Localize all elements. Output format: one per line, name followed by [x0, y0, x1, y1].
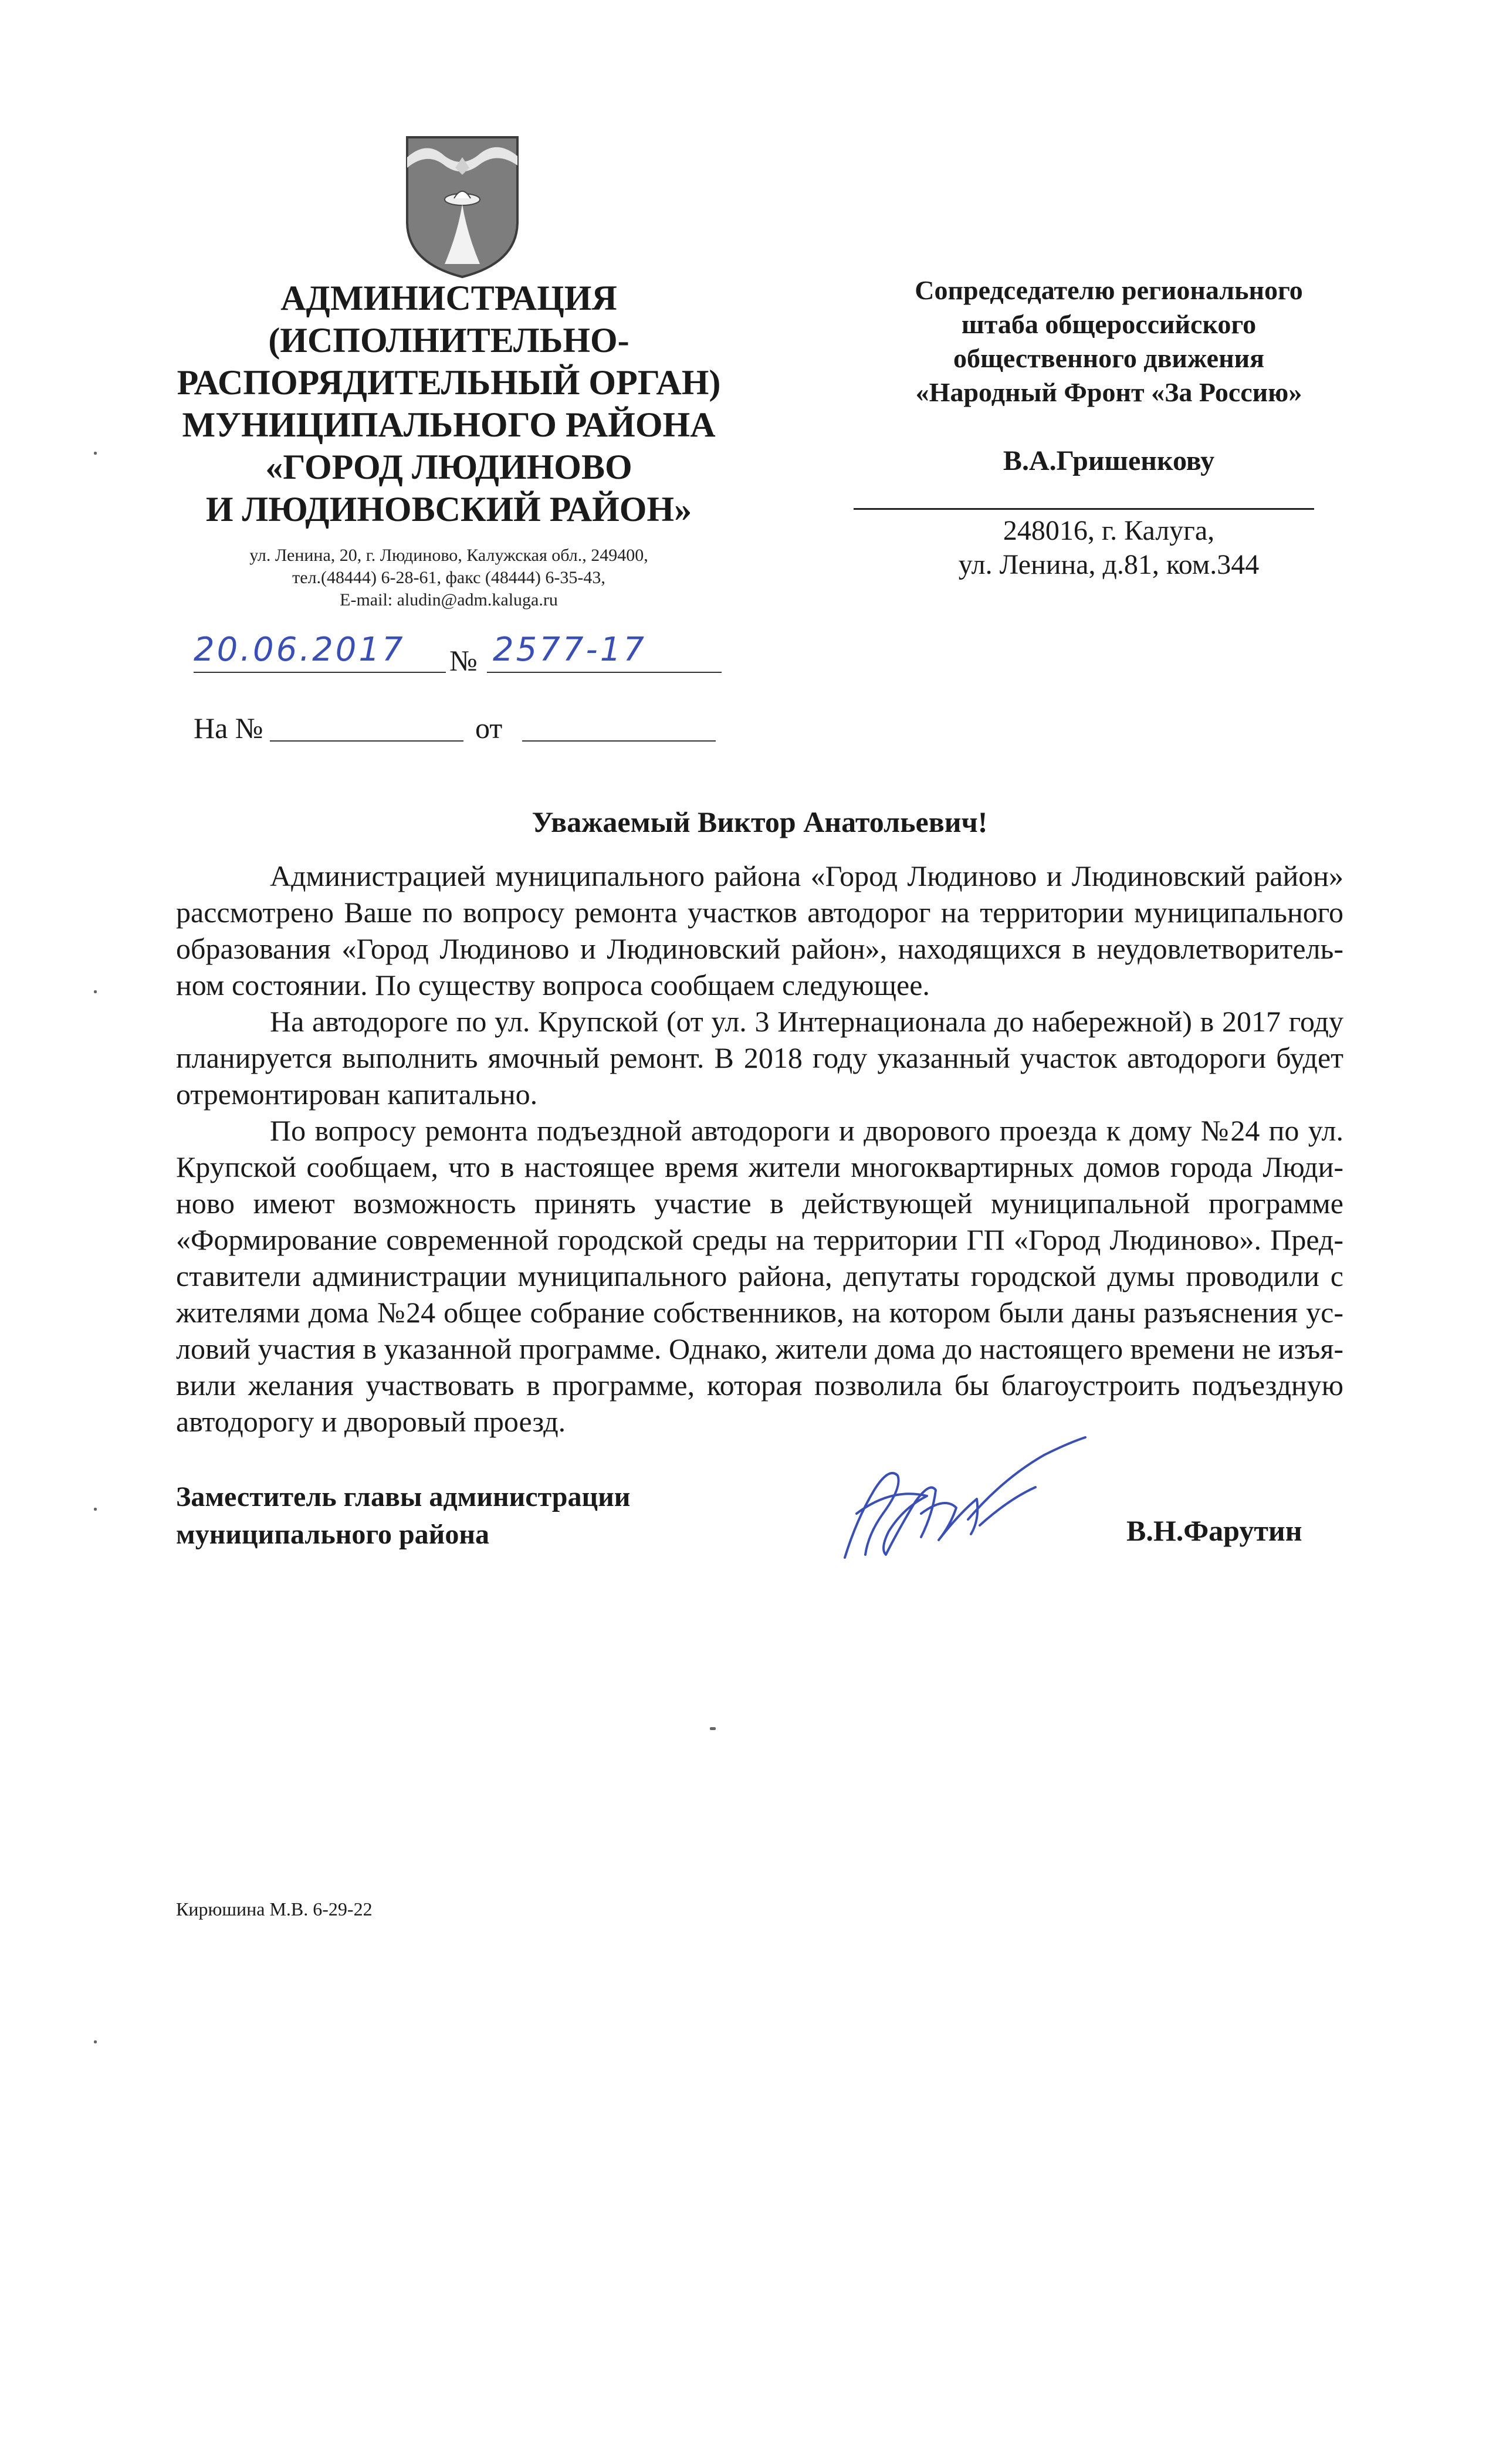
signatory-title-line: Заместитель главы администрации — [176, 1481, 631, 1512]
recipient-name: В.А.Гришенкову — [1003, 445, 1215, 476]
outgoing-date: 20.06.2017 — [194, 631, 405, 669]
organization-title — [147, 277, 751, 530]
scan-speck — [710, 1727, 716, 1730]
recipient-address-line: 248016, г. Калуга, — [1003, 515, 1215, 546]
organization-title-line: И ЛЮДИНОВСКИЙ РАЙОН» — [205, 490, 692, 529]
recipient-title-line: «Народный Фронт «За Россию» — [915, 377, 1302, 407]
body-paragraph: Администрацией муниципального района «Город Людиново и Людиновский район» рассмотрено Ваше по вопросу ремонта участков автодорог на территории муниципального образования «Город Людиново и Людиновский район», находящихся в неудовлетворитель-ном состоянии. По существу вопроса сообщаем следующее. — [176, 859, 1343, 1001]
organization-title-line: МУНИЦИПАЛЬНОГО РАЙОНА — [182, 405, 716, 444]
signatory-title-line: муниципального района — [176, 1519, 489, 1550]
scan-speck — [94, 1508, 97, 1511]
recipient-address-line: ул. Ленина, д.81, ком.344 — [958, 549, 1260, 580]
signatory-title — [176, 1478, 763, 1553]
outgoing-number-label: № — [449, 644, 478, 677]
recipient-divider — [854, 508, 1314, 510]
organization-title-line: (ИСПОЛНИТЕЛЬНО- — [268, 321, 629, 360]
signatory-name: В.Н.Фарутин — [1126, 1514, 1302, 1547]
body-paragraph: На автодороге по ул. Крупской (от ул. 3 Интернационала до набережной) в 2017 году планируется выполнить ямочный ремонт. В 2018 году указанный участок автодороги будет отремонтирован капитально. — [176, 1005, 1343, 1111]
recipient-title — [839, 273, 1379, 409]
recipient-title-line: общественного движения — [953, 343, 1264, 373]
scan-speck — [94, 452, 97, 455]
recipient-address — [839, 514, 1379, 582]
outgoing-registration — [194, 631, 722, 678]
salutation: Уважаемый Виктор Анатольевич! — [532, 805, 988, 838]
scan-speck — [94, 2040, 97, 2043]
handwritten-signature — [833, 1431, 1091, 1572]
outgoing-number: 2577-17 — [493, 631, 647, 669]
letter-body — [176, 858, 1343, 1440]
organization-title-line: «ГОРОД ЛЮДИНОВО — [265, 448, 632, 486]
executor-info: Кирюшина М.В. 6-29-22 — [176, 1898, 373, 1920]
reference-number-field — [270, 740, 463, 742]
organization-address: ул. Ленина, 20, г. Людиново, Калужская обл., 249400, — [249, 546, 648, 565]
organization-title-line: АДМИНИСТРАЦИЯ — [280, 279, 617, 317]
scan-speck — [94, 990, 97, 993]
body-paragraph: По вопросу ремонта подъездной автодороги и дворового проезда к дому №24 по ул. Крупской сообщаем, что в настоящее время жители многоквартирных домов города Люди-ново имеют возможность принять участие в действующей муниципальной программе «Формирование современной городской среды на территории ГП «Город Людиново». Пред-ставители администрации муниципального района, депутаты городской думы проводили с жителями дома №24 общее собрание собственников, на котором были даны разъяснения ус-ловий участия в указанной программе. Однако, жители дома до настоящего времени не изъя-вили желания участвовать в программе, которая позволила бы благоустроить подъездную автодорогу и дворовый проезд. — [176, 1114, 1343, 1438]
organization-contacts — [176, 544, 722, 611]
reference-from-label: от — [475, 712, 503, 744]
organization-email: E-mail: aludin@adm.kaluga.ru — [340, 590, 558, 610]
organization-phone: тел.(48444) 6-28-61, факс (48444) 6-35-43, — [292, 568, 605, 587]
outgoing-date-underline — [194, 672, 446, 673]
organization-title-line: РАСПОРЯДИТЕЛЬНЫЙ ОРГАН) — [177, 363, 721, 402]
coat-of-arms-icon — [404, 134, 521, 279]
reference-number-label: На № — [194, 712, 263, 744]
recipient-title-line: штаба общероссийского — [961, 309, 1257, 339]
reference-row — [194, 711, 722, 752]
recipient-title-line: Сопредседателю регионального — [915, 275, 1303, 305]
reference-date-field — [522, 740, 716, 742]
outgoing-number-underline — [487, 672, 722, 673]
